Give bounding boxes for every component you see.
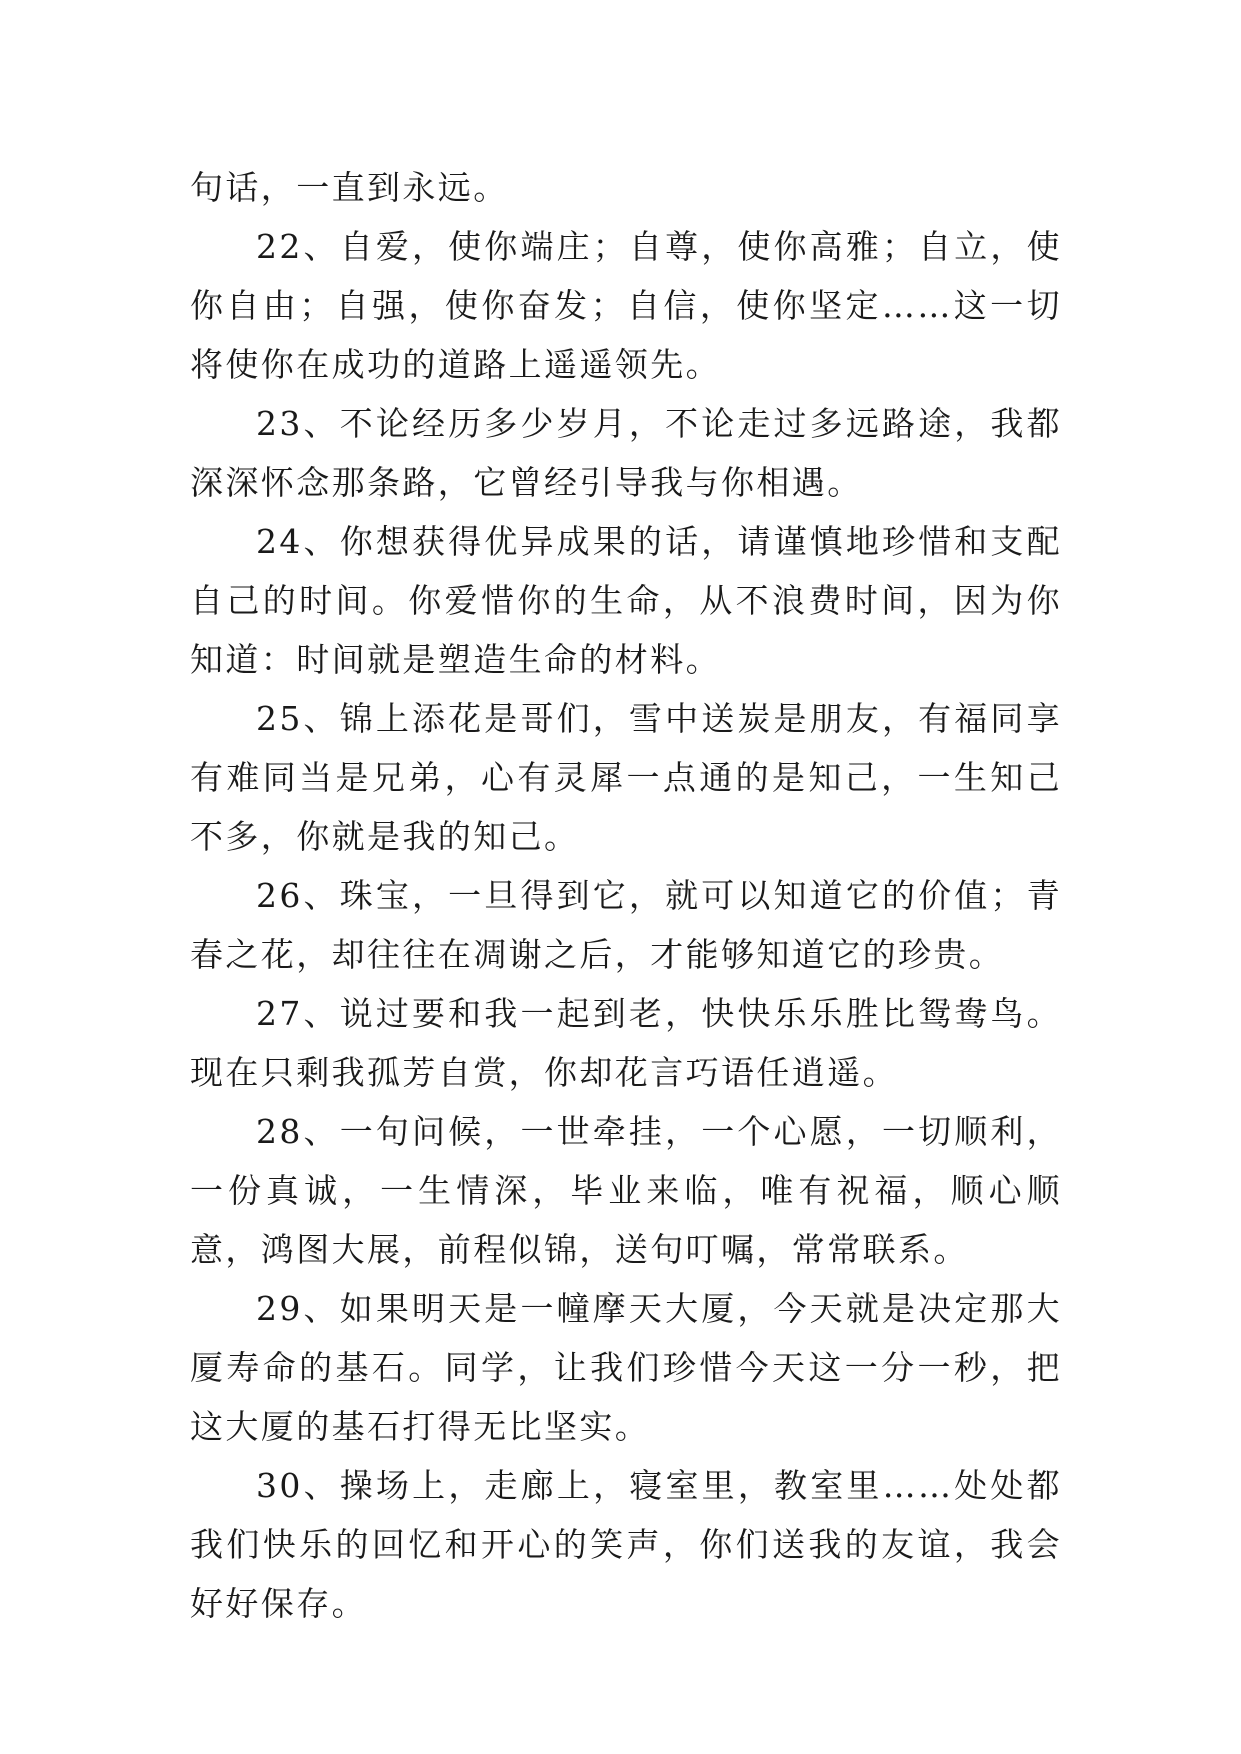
paragraph-22: 22、自爱，使你端庄；自尊，使你高雅；自立，使你自由；自强，使你奋发；自信，使你坚定……这一切将使你在成功的道路上遥遥领先。 xyxy=(190,227,1062,384)
document-page xyxy=(190,158,1062,1633)
paragraph-25: 25、锦上添花是哥们，雪中送炭是朋友，有福同享有难同当是兄弟，心有灵犀一点通的是知己，一生知己不多，你就是我的知己。 xyxy=(190,699,1062,856)
paragraph-28: 28、一句问候，一世牵挂，一个心愿，一切顺利，一份真诚，一生情深，毕业来临，唯有祝福，顺心顺意，鸿图大展，前程似锦，送句叮嘱，常常联系。 xyxy=(190,1112,1062,1269)
paragraph-26: 26、珠宝，一旦得到它，就可以知道它的价值；青春之花，却往往在凋谢之后，才能够知道它的珍贵。 xyxy=(190,876,1062,974)
paragraph-30: 30、操场上，走廊上，寝室里，教室里……处处都我们快乐的回忆和开心的笑声，你们送我的友谊，我会好好保存。 xyxy=(190,1466,1062,1623)
paragraph-continuation: 句话，一直到永远。 xyxy=(190,168,509,207)
paragraph-29: 29、如果明天是一幢摩天大厦，今天就是决定那大厦寿命的基石。同学，让我们珍惜今天这一分一秒，把这大厦的基石打得无比坚实。 xyxy=(190,1289,1062,1446)
paragraph-24: 24、你想获得优异成果的话，请谨慎地珍惜和支配自己的时间。你爱惜你的生命，从不浪费时间，因为你知道：时间就是塑造生命的材料。 xyxy=(190,522,1062,679)
paragraph-23: 23、不论经历多少岁月，不论走过多远路途，我都深深怀念那条路，它曾经引导我与你相遇。 xyxy=(190,404,1062,502)
paragraph-27: 27、说过要和我一起到老，快快乐乐胜比鸳鸯鸟。现在只剩我孤芳自赏，你却花言巧语任逍遥。 xyxy=(190,994,1062,1092)
